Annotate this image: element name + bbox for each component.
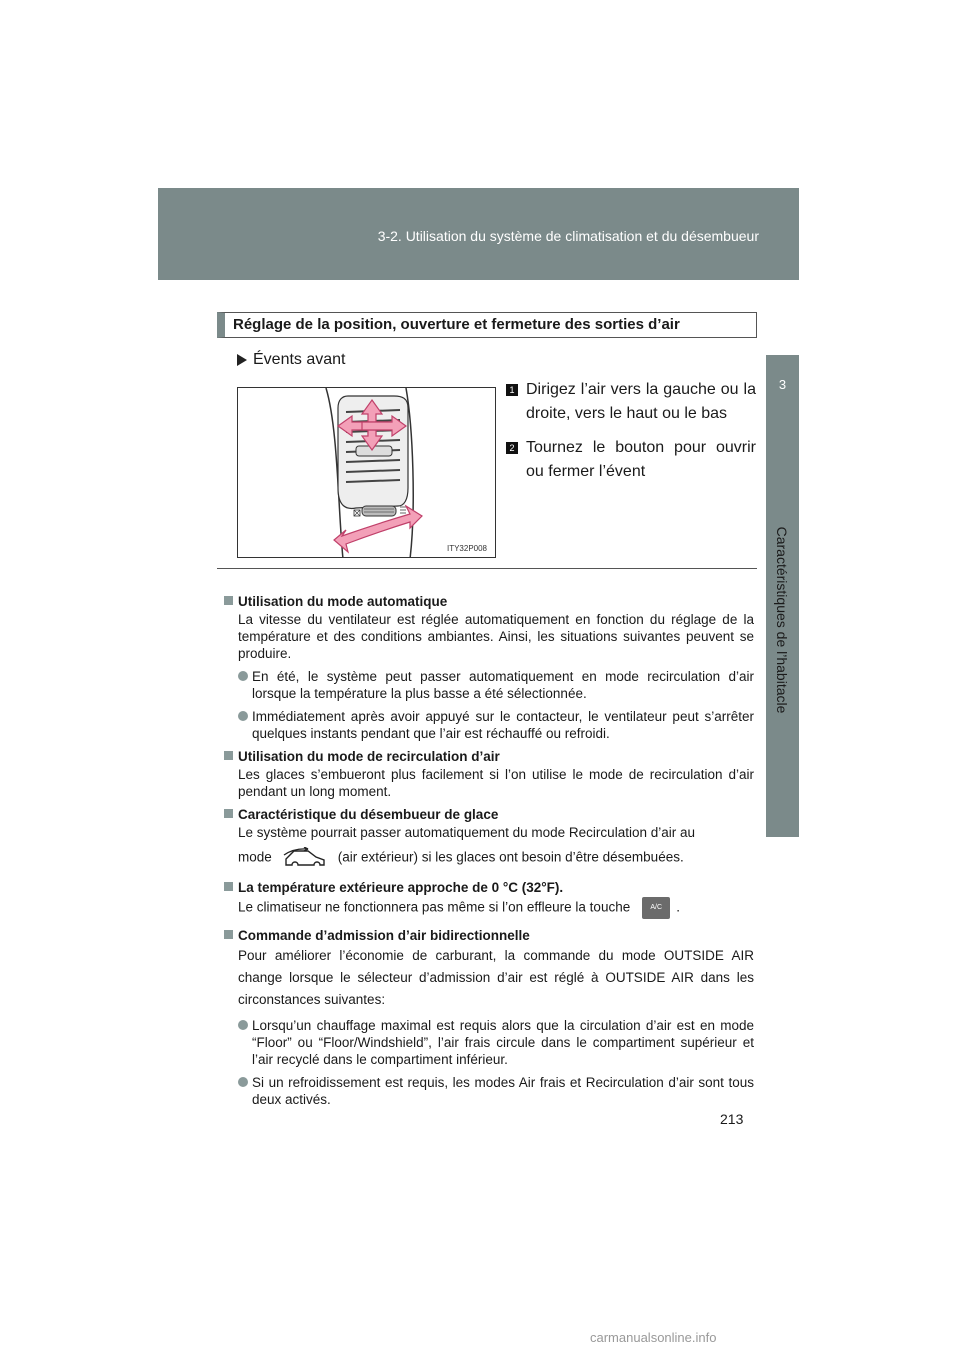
note-bullet: Lorsqu’un chauffage maximal est requis alors que la circulation d’air est en mode “Floor” ou “Floor/Windshield”, l’air frais circule dans le compartiment supérieur et l’air recyclé dans le compartiment inférieur.: [224, 1017, 754, 1068]
temp-text: Le climatiseur ne fonctionnera pas même si l’on effleure la touche: [238, 899, 631, 915]
note-bullet: Immédiatement après avoir appuyé sur le contacteur, le ventilateur peut s’arrêter quelques instants pendant que l’air est réchauffé ou refroidi.: [224, 708, 754, 742]
step-text: Dirigez l’air vers la gauche ou la droite, vers le haut ou le bas: [526, 381, 756, 422]
step-1: [506, 378, 756, 426]
note-title-recirc: Utilisation du mode de recirculation d’air: [224, 748, 754, 765]
notes: [224, 587, 754, 1108]
subheading: [237, 351, 346, 369]
triangle-icon: [237, 354, 247, 366]
vent-illustration: [237, 387, 496, 558]
chapter-label-text: Caractéristiques de l’habitacle: [774, 526, 790, 714]
watermark: carmanualsonline.info: [590, 1330, 717, 1345]
ac-button-icon: A/C: [642, 897, 670, 919]
section-title: Réglage de la position, ouverture et fermeture des sorties d’air: [217, 312, 757, 338]
defog-mode-tail: (air extérieur) si les glaces ont besoin d’être désembuées.: [337, 849, 684, 865]
air-vent-icon: [238, 388, 496, 558]
temp-text-end: .: [676, 899, 680, 915]
note-bullet: En été, le système peut passer automatiquement en mode recirculation d’air lorsque la température la plus basse a été sélectionnée.: [224, 668, 754, 702]
step-number-badge: 2: [506, 442, 518, 454]
note-text-auto: La vitesse du ventilateur est réglée automatiquement en fonction du réglage de la température et des conditions ambiantes. Ainsi, les situations suivantes peuvent se produire.: [238, 612, 754, 661]
steps-list: [506, 378, 756, 494]
step-number-badge: 1: [506, 384, 518, 396]
note-text-recirc: Les glaces s’embueront plus facilement si l’on utilise le mode de recirculation d’air pendant un long moment.: [238, 767, 754, 799]
note-text-temp: [224, 897, 754, 919]
note-text-defog-2: [224, 847, 754, 869]
step-2: [506, 436, 756, 484]
defog-mode-word: mode: [238, 849, 272, 865]
note-text-defog: Le système pourrait passer automatiquement du mode Recirculation d’air au: [238, 825, 695, 840]
page-number: 213: [720, 1111, 744, 1127]
figure-code: ITY32P008: [446, 544, 487, 553]
note-title-defog: Caractéristique du désembueur de glace: [224, 806, 754, 823]
chapter-label: [774, 526, 790, 714]
section-header: 3-2. Utilisation du système de climatisation et du désembueur: [377, 228, 759, 244]
outside-air-icon: [282, 847, 328, 869]
step-text: Tournez le bouton pour ouvrir ou fermer l’évent: [526, 439, 756, 480]
divider: [217, 568, 757, 569]
note-title-intake: Commande d’admission d’air bidirectionnelle: [224, 927, 754, 944]
note-title-auto: Utilisation du mode automatique: [224, 593, 754, 610]
note-title-temp: La température extérieure approche de 0 °C (32°F).: [224, 879, 754, 896]
note-bullet: Si un refroidissement est requis, les modes Air frais et Recirculation d’air sont tous deux activés.: [224, 1074, 754, 1108]
note-text-intake: Pour améliorer l’économie de carburant, la commande du mode OUTSIDE AIR change lorsque le sélecteur d’admission d’air est réglé à OUTSIDE AIR dans les circonstances suivantes:: [238, 948, 754, 1007]
subheading-text: Évents avant: [253, 351, 346, 368]
header-band: [158, 188, 799, 280]
chapter-number: 3: [778, 377, 787, 392]
